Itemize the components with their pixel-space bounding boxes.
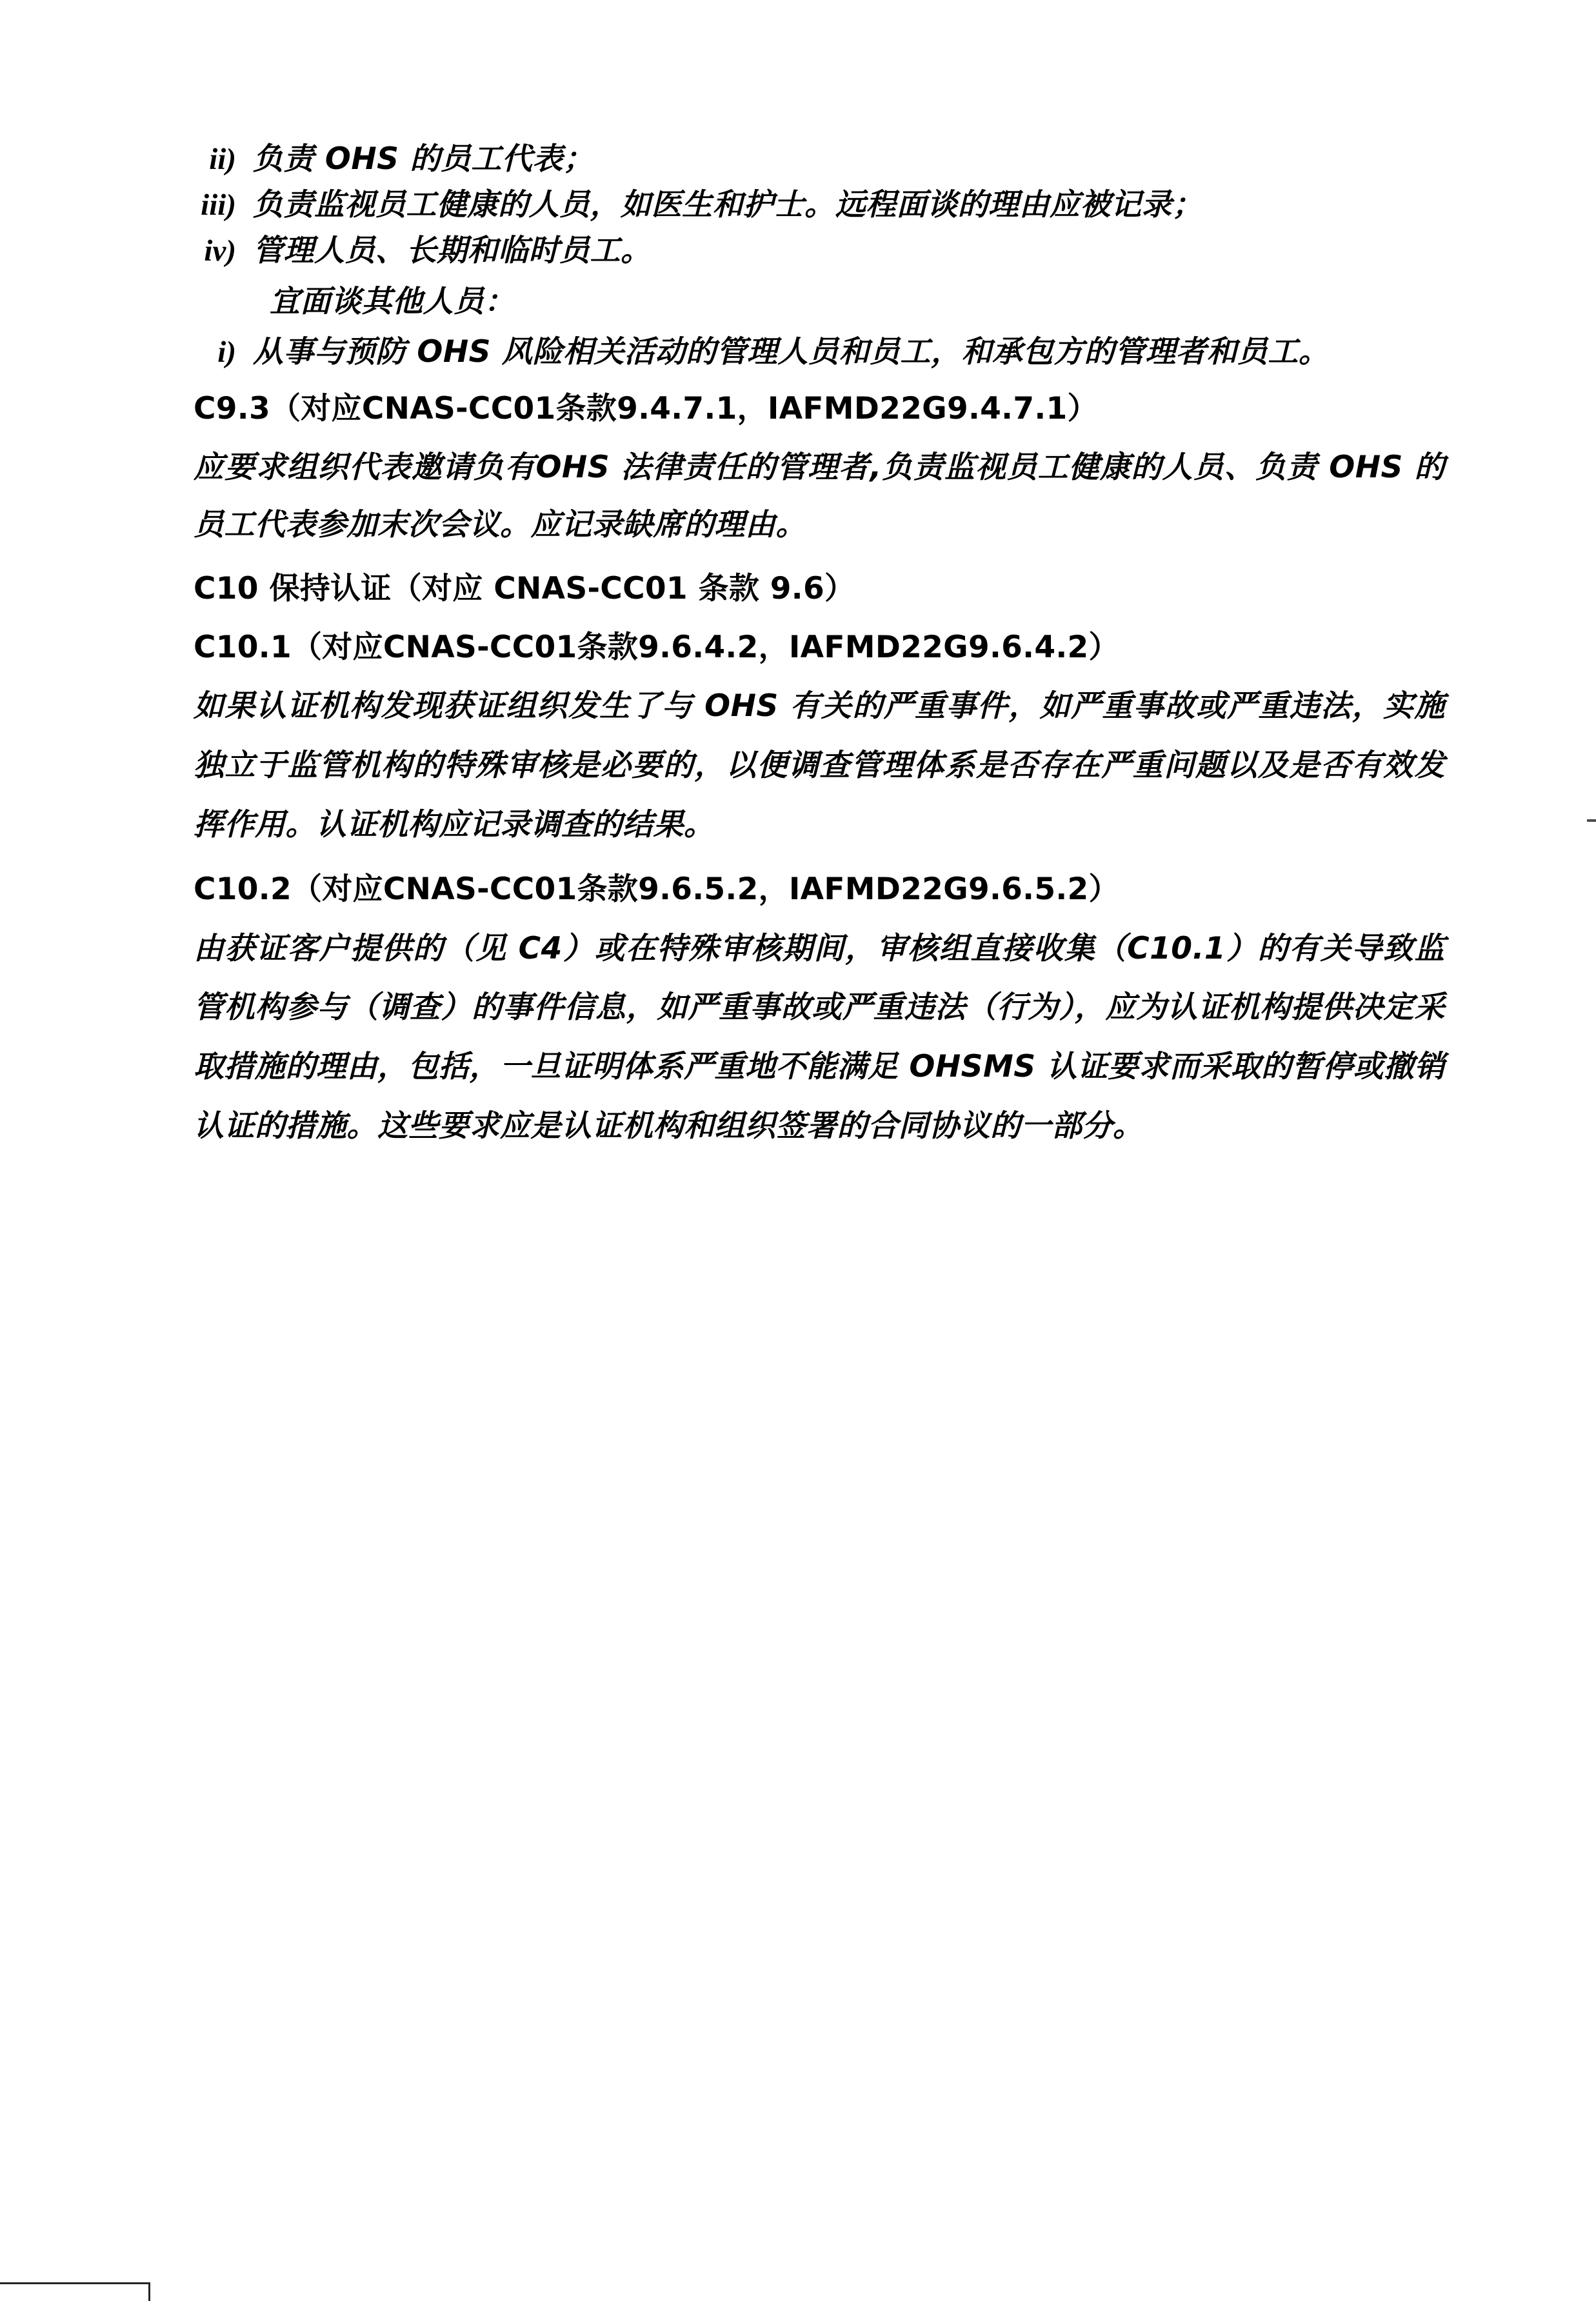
list-item — [194, 184, 1445, 226]
list-marker: i) — [217, 335, 236, 370]
section-body: 如果认证机构发现获证组织发生了与 OHS 有关的严重事件，如严重事故或严重违法，实施独立于监管机构的特殊审核是必要的，以便调查管理体系是否存在严重问题以及是否有效发挥作用。认证机构应记录调查的结果。 — [194, 688, 1445, 842]
section-body: 由获证客户提供的（见 C4）或在特殊审核期间，审核组直接收集（C10.1）的有关导致监管机构参与（调查）的事件信息，如严重事故或严重违法（行为），应为认证机构提供决定采取措施的理由，包括，一旦证明体系严重地不能满足 OHSMS 认证要求而采取的暂停或撤销认证的措施。这些要求应是认证机构和组织签署的合同协议的一部分。 — [194, 930, 1445, 1144]
page-corner-mark — [0, 2282, 150, 2301]
list-item — [194, 230, 1445, 272]
list-item-text: 从事与预防 OHS 风险相关活动的管理人员和员工，和承包方的管理者和员工。 — [253, 334, 1330, 370]
list-marker: iv) — [204, 234, 236, 268]
page-edge-mark — [1587, 819, 1596, 822]
list-item-text: 负责监视员工健康的人员，如医生和护士。远程面谈的理由应被记录； — [253, 186, 1203, 223]
section-heading: C9.3（对应CNAS-CC01条款9.4.7.1，IAFMD22G9.4.7.1） — [194, 391, 1098, 427]
section-body: 应要求组织代表邀请负有OHS 法律责任的管理者,负责监视员工健康的人员、负责 OHS 的员工代表参加末次会议。应记录缺席的理由。 — [194, 449, 1445, 543]
section-heading: C10.2（对应CNAS-CC01条款9.6.5.2，IAFMD22G9.6.5.2） — [194, 872, 1119, 908]
section-heading: C10.1（对应CNAS-CC01条款9.6.4.2，IAFMD22G9.6.4.2） — [194, 629, 1119, 665]
list-marker: iii) — [201, 188, 236, 222]
section-heading: C10 保持认证（对应 CNAS-CC01 条款 9.6） — [194, 571, 855, 607]
list-marker: ii) — [209, 143, 236, 176]
list-item — [194, 332, 1445, 374]
list-item-text: 管理人员、长期和临时员工。 — [253, 232, 652, 268]
list-sub-note: 宜面谈其他人员： — [270, 283, 515, 319]
document-body — [194, 139, 1445, 1162]
list-item-text: 负责 OHS 的员工代表； — [253, 141, 594, 177]
list-item — [194, 139, 1445, 181]
